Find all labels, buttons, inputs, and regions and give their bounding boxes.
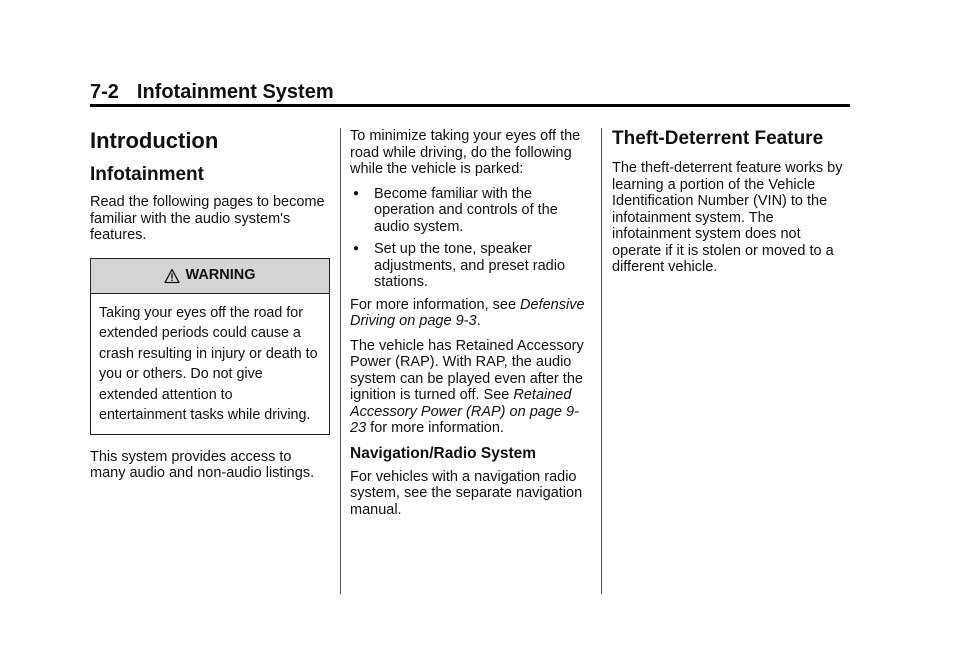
header-rule — [90, 104, 850, 107]
rap-text: The vehicle has Retained Accessory Power (RAP). With RAP, the audio system can be played even after the ignition is turned off. — [350, 337, 584, 403]
list-item — [350, 241, 592, 291]
navigation-radio-heading: Navigation/Radio System — [350, 444, 537, 462]
section-title: Infotainment System — [136, 81, 334, 103]
theft-deterrent-heading: Theft-Deterrent Feature — [612, 128, 824, 149]
warning-triangle-icon — [164, 268, 180, 284]
bullet-icon: ● — [353, 243, 360, 254]
infotainment-heading: Infotainment — [90, 164, 204, 185]
parked-tasks-list — [350, 186, 592, 291]
intro-paragraph: Read the following pages to become familiar with the audio system's features. — [90, 194, 325, 243]
more-info-paragraph — [350, 297, 592, 330]
rap-see: See — [483, 387, 510, 403]
introduction-heading: Introduction — [90, 128, 219, 153]
navigation-paragraph: For vehicles with a navigation radio system, see the separate navigation manual. — [350, 468, 583, 518]
defensive-driving-link[interactable]: Defensive Driving on page 9-3 — [350, 296, 585, 329]
theft-deterrent-paragraph: The theft-deterrent feature works by learning a portion of the Vehicle Identification Number (VIN) to the infotainment system. The infotainment system does not operate if it is stolen or moved to a different vehicle. — [612, 160, 843, 275]
minimize-paragraph: To minimize taking your eyes off the road while driving, do the following while the vehicle is parked: — [350, 128, 581, 177]
warning-box — [90, 258, 330, 435]
warning-text: Taking your eyes off the road for extended periods could cause a crash resulting in injury or death to you or others. Do not give extended attention to entertainment tasks while driving. — [99, 304, 318, 423]
page-number: 7-2 — [90, 81, 119, 103]
list-item-text: Set up the tone, speaker adjustments, and preset radio stations. — [374, 241, 566, 290]
more-info-suffix: . — [476, 313, 481, 329]
access-paragraph: This system provides access to many audio and non-audio listings. — [90, 448, 315, 481]
column-divider-left — [340, 128, 341, 594]
column-right — [612, 128, 852, 284]
bullet-icon: ● — [353, 187, 360, 199]
column-middle — [350, 128, 592, 526]
column-left — [90, 128, 330, 490]
list-item-text: Become familiar with the operation and controls of the audio system. — [374, 185, 558, 235]
page-header — [90, 80, 850, 104]
rap-suffix: for more information. — [370, 420, 504, 436]
warning-label: WARNING — [185, 267, 256, 284]
rap-paragraph — [350, 338, 592, 437]
column-divider-right — [601, 128, 602, 594]
rap-link[interactable]: Retained Accessory Power (RAP) on page 9-23 — [350, 387, 579, 436]
more-info-prefix: For more information, see — [350, 296, 517, 313]
list-item — [350, 186, 592, 236]
warning-header — [91, 259, 329, 294]
